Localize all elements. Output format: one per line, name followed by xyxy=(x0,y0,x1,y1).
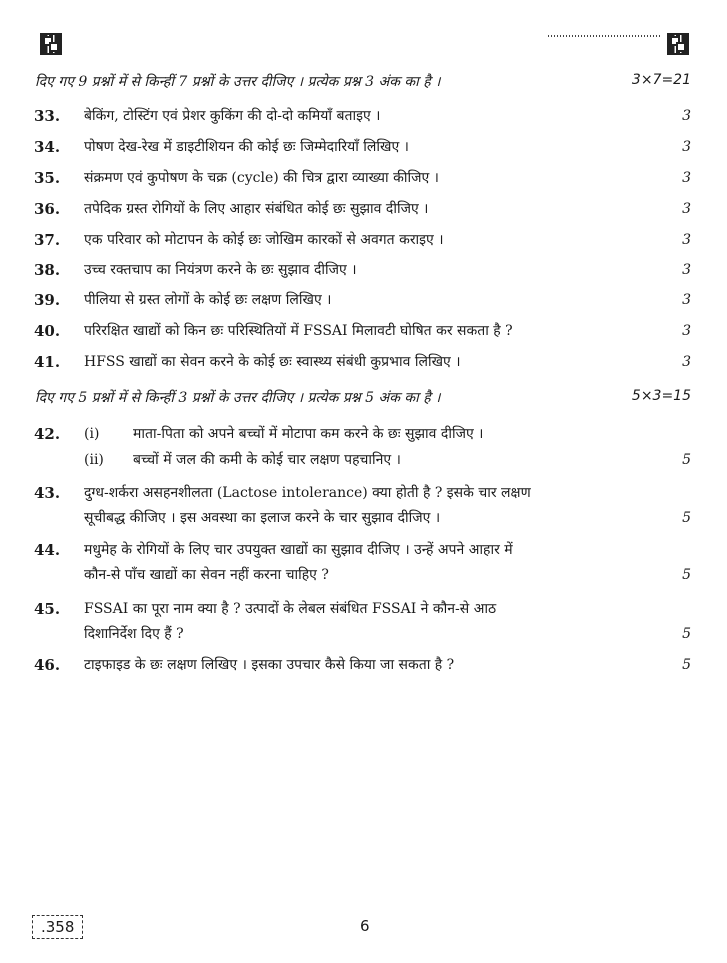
question-number: 35. xyxy=(34,169,61,187)
question-number: 33. xyxy=(34,107,61,125)
question-number: 41. xyxy=(34,353,61,371)
sub-question-text: माता-पिता को अपने बच्चों में मोटापा कम करने के छः सुझाव दीजिए । xyxy=(133,426,484,442)
question-marks: 3 xyxy=(682,323,691,339)
question-text-line-2: दिशानिर्देश दिए हैं ? xyxy=(84,626,184,642)
question-marks: 3 xyxy=(682,354,691,370)
question-marks: 3 xyxy=(682,232,691,248)
qr-code-icon xyxy=(40,33,62,55)
question-marks: 3 xyxy=(682,292,691,308)
section-marks-total: 5×3=15 xyxy=(631,388,691,404)
question-text: संक्रमण एवं कुपोषण के चक्र (cycle) की चित्र द्वारा व्याख्या कीजिए । xyxy=(84,170,439,186)
question-text: बेकिंग, टोस्टिंग एवं प्रेशर कुकिंग की दो-दो कमियाँ बताइए । xyxy=(84,108,381,124)
question-number: 43. xyxy=(34,484,61,502)
question-text: तपेदिक ग्रस्त रोगियों के लिए आहार संबंधित कोई छः सुझाव दीजिए । xyxy=(84,201,429,217)
question-text-line-1: दुग्ध-शर्करा असहनशीलता (Lactose intolerance) क्या होती है ? इसके चार लक्षण xyxy=(84,485,531,501)
question-text: पोषण देख-रेख में डाइटीशियन की कोई छः जिम्मेदारियाँ लिखिए । xyxy=(84,139,409,155)
question-number: 37. xyxy=(34,231,61,249)
question-number: 44. xyxy=(34,541,61,559)
instruction-text: दिए गए 9 प्रश्नों में से किन्हीं 7 प्रश्नों के उत्तर दीजिए । प्रत्येक प्रश्न 3 अंक का है । xyxy=(35,74,441,90)
question-marks: 3 xyxy=(682,201,691,217)
question-text: एक परिवार को मोटापन के कोई छः जोखिम कारकों से अवगत कराइए । xyxy=(84,232,444,248)
question-marks: 3 xyxy=(682,139,691,155)
section-marks-total: 3×7=21 xyxy=(631,72,691,88)
question-text: परिरक्षित खाद्यों को किन छः परिस्थितियों में FSSAI मिलावटी घोषित कर सकता है ? xyxy=(84,323,513,339)
barcode-strip xyxy=(548,35,660,37)
instruction-text: दिए गए 5 प्रश्नों में से किन्हीं 3 प्रश्नों के उत्तर दीजिए । प्रत्येक प्रश्न 5 अंक का है । xyxy=(35,390,441,406)
question-text-line-1: FSSAI का पूरा नाम क्या है ? उत्पादों के लेबल संबंधित FSSAI ने कौन-से आठ xyxy=(84,601,497,617)
page-number: 6 xyxy=(360,917,370,935)
question-marks: 5 xyxy=(682,657,691,673)
section-d-instruction xyxy=(35,388,691,407)
question-number: 36. xyxy=(34,200,61,218)
sub-question-label: (ii) xyxy=(84,452,104,468)
question-text: उच्च रक्तचाप का नियंत्रण करने के छः सुझाव दीजिए । xyxy=(84,262,357,278)
question-marks: 5 xyxy=(682,626,691,642)
section-c-instruction xyxy=(35,72,691,91)
question-number: 38. xyxy=(34,261,61,279)
question-marks: 3 xyxy=(682,262,691,278)
question-marks: 5 xyxy=(682,452,691,468)
question-number: 42. xyxy=(34,425,61,443)
sub-question-label: (i) xyxy=(84,426,100,442)
question-text-line-1: टाइफाइड के छः लक्षण लिखिए । इसका उपचार कैसे किया जा सकता है ? xyxy=(84,657,455,673)
question-marks: 3 xyxy=(682,108,691,124)
question-number: 45. xyxy=(34,600,61,618)
question-text-line-2: सूचीबद्ध कीजिए । इस अवस्था का इलाज करने के चार सुझाव दीजिए । xyxy=(84,510,441,526)
question-number: 40. xyxy=(34,322,61,340)
question-text-line-2: कौन-से पाँच खाद्यों का सेवन नहीं करना चाहिए ? xyxy=(84,567,329,583)
question-text: HFSS खाद्यों का सेवन करने के कोई छः स्वास्थ्य संबंधी कुप्रभाव लिखिए । xyxy=(84,354,461,370)
question-marks: 5 xyxy=(682,510,691,526)
question-text: पीलिया से ग्रस्त लोगों के कोई छः लक्षण लिखिए । xyxy=(84,292,332,308)
question-marks: 3 xyxy=(682,170,691,186)
question-number: 39. xyxy=(34,291,61,309)
paper-code: .358 xyxy=(32,915,83,939)
sub-question-text: बच्चों में जल की कमी के कोई चार लक्षण पहचानिए । xyxy=(133,452,401,468)
question-marks: 5 xyxy=(682,567,691,583)
question-number: 46. xyxy=(34,656,61,674)
question-number: 34. xyxy=(34,138,61,156)
question-text-line-1: मधुमेह के रोगियों के लिए चार उपयुक्त खाद्यों का सुझाव दीजिए । उन्हें अपने आहार में xyxy=(84,542,513,558)
qr-code-icon xyxy=(667,33,689,55)
